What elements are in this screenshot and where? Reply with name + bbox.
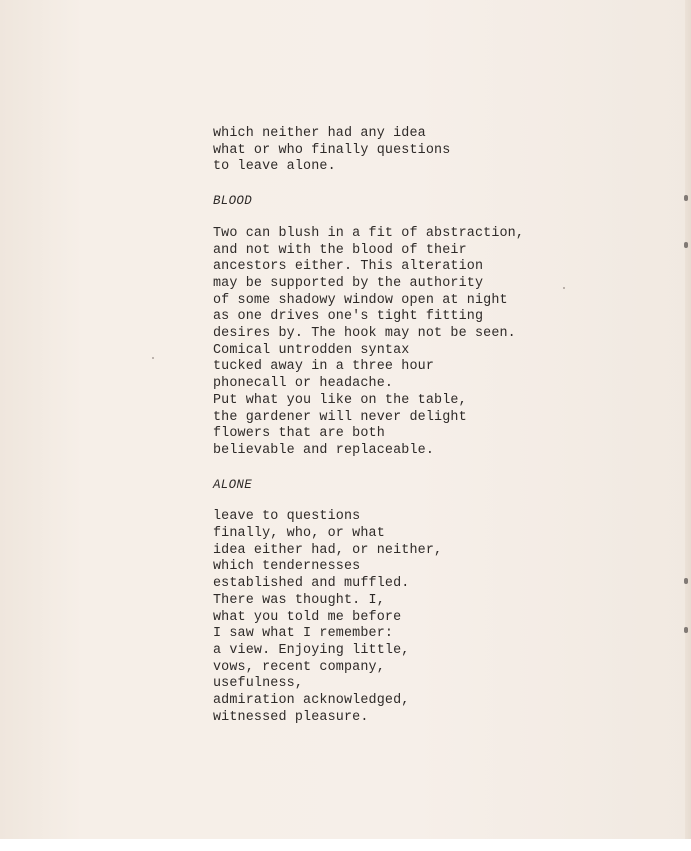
poem-line: to leave alone.: [213, 159, 336, 175]
poem-alone: [213, 509, 653, 726]
poem-title-alone: ALONE: [213, 477, 253, 492]
poem-line: what or who finally questions: [213, 142, 451, 158]
title-gap: [213, 493, 653, 509]
poem-line: phonecall or headache.: [213, 376, 394, 392]
binding-hole: [684, 242, 688, 248]
binding-hole: [684, 578, 688, 584]
page-edge-shadow: [685, 0, 691, 839]
poem-line: Two can blush in a fit of abstraction,: [213, 225, 525, 241]
poem-line: flowers that are both: [213, 426, 385, 442]
poem-line: idea either had, or neither,: [213, 542, 443, 558]
stanza-gap: [213, 176, 653, 193]
poem-line: established and muffled.: [213, 576, 410, 592]
poem-text-block: [213, 126, 653, 727]
poem-line: There was thought. I,: [213, 592, 385, 608]
continuation-stanza: [213, 126, 653, 176]
poem-line: a view. Enjoying little,: [213, 642, 410, 658]
poem-line: leave to questions: [213, 509, 361, 525]
poem-line: which tendernesses: [213, 559, 361, 575]
poem-line: believable and replaceable.: [213, 442, 435, 458]
poem-line: what you told me before: [213, 609, 402, 625]
poem-line: finally, who, or what: [213, 526, 385, 542]
poem-line: I saw what I remember:: [213, 626, 394, 642]
paper-speck: [152, 357, 154, 359]
poem-line: vows, recent company,: [213, 659, 385, 675]
scan-margin: [0, 839, 691, 851]
stanza-gap: [213, 460, 653, 477]
poem-title-blood: BLOOD: [213, 194, 253, 209]
poem-line: may be supported by the authority: [213, 275, 484, 291]
poem-line: Comical untrodden syntax: [213, 342, 410, 358]
poem-line: ancestors either. This alteration: [213, 259, 484, 275]
binding-hole: [684, 195, 688, 201]
poem-line: of some shadowy window open at night: [213, 292, 508, 308]
binding-hole: [684, 627, 688, 633]
poem-blood: [213, 226, 653, 460]
poem-line: which neither had any idea: [213, 126, 426, 141]
poem-line: usefulness,: [213, 676, 304, 692]
poem-line: tucked away in a three hour: [213, 359, 435, 375]
poem-line: witnessed pleasure.: [213, 709, 369, 725]
poem-line: Put what you like on the table,: [213, 392, 467, 408]
title-gap: [213, 210, 653, 226]
poem-line: desires by. The hook may not be seen.: [213, 326, 516, 342]
poem-line: admiration acknowledged,: [213, 693, 410, 709]
poem-line: the gardener will never delight: [213, 409, 467, 425]
poem-line: as one drives one's tight fitting: [213, 309, 484, 325]
poem-line: and not with the blood of their: [213, 242, 467, 258]
